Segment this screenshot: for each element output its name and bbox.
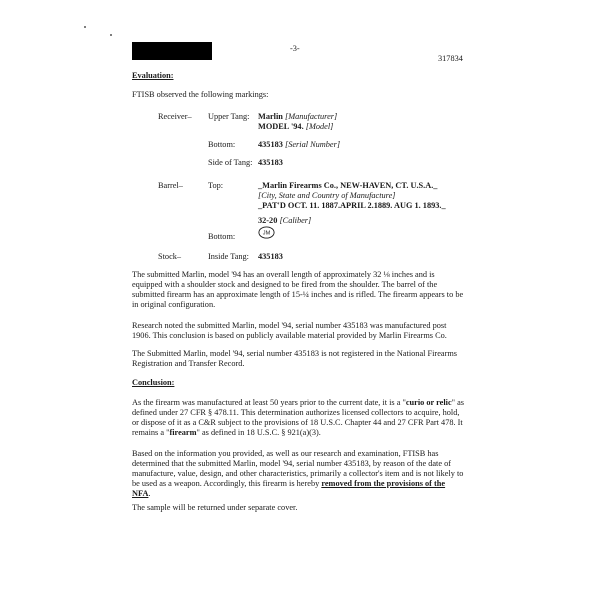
barrel-bottom-label: Bottom: bbox=[208, 232, 236, 241]
upper-tang-maker: Marlin bbox=[258, 112, 283, 121]
receiver-bottom-value bbox=[258, 140, 340, 150]
removed-from-nfa-emphasis: removed from the provisions of the NFA bbox=[132, 479, 446, 498]
stock-label: Stock– bbox=[158, 252, 182, 261]
conclusion-p1-part-b: " as defined under 27 CFR § 478.11. This determination authorizes licensed collectors to acquire, hold, or dispose of it as a C&R subject to the provisions of 18 U.S.C. Chapter 44 and 27 CFR Part 478. It remains a " bbox=[132, 398, 465, 437]
conclusion-heading-text: Conclusion: bbox=[132, 378, 175, 387]
evaluation-paragraph-2: Research noted the submitted Marlin, model '94, serial number 435183 was manufactured post 1906. This conclusion is based on publicly available material provided by Marlin Firearms Co. bbox=[132, 321, 447, 340]
barrel-top-label: Top: bbox=[208, 181, 224, 190]
page-number: -3- bbox=[290, 44, 300, 53]
barrel-maker-marking: _Marlin Firearms Co., NEW-HAVEN, CT. U.S.A._ bbox=[258, 181, 438, 190]
firearm-term: firearm bbox=[169, 428, 197, 437]
upper-tang-model: MODEL '94. bbox=[258, 122, 304, 131]
barrel-label: Barrel– bbox=[158, 181, 183, 190]
curio-or-relic-term: curio or relic bbox=[405, 398, 452, 407]
conclusion-paragraph-2 bbox=[132, 449, 464, 499]
barrel-top-line1 bbox=[258, 181, 437, 191]
side-of-tang-value bbox=[258, 158, 283, 168]
caliber-note: [Caliber] bbox=[279, 216, 312, 225]
jm-stamp-icon bbox=[258, 226, 275, 239]
receiver-serial: 435183 bbox=[258, 140, 283, 149]
conclusion-heading bbox=[132, 378, 174, 388]
receiver-serial-note: [Serial Number] bbox=[284, 140, 341, 149]
evaluation-paragraph-1: The submitted Marlin, model '94 has an overall length of approximately 32 ⅛ inches and is equipped with a shoulder stock and designed to be fired from the shoulder. The barrel of the submitted firearm has an approximate length of 15-¼ inches and is rifled. The firearm appears to be in original configuration. bbox=[132, 270, 464, 309]
conclusion-paragraph-1 bbox=[132, 398, 464, 438]
upper-tang-label: Upper Tang: bbox=[208, 112, 250, 121]
scan-speck bbox=[84, 26, 86, 28]
caliber-value: 32-20 bbox=[258, 216, 278, 225]
barrel-top-line3 bbox=[258, 201, 446, 211]
barrel-maker-note: [City, State and Country of Manufacture] bbox=[258, 191, 396, 200]
receiver-label: Receiver– bbox=[158, 112, 192, 121]
evaluation-heading bbox=[132, 71, 174, 81]
conclusion-paragraph-3: The sample will be returned under separate cover. bbox=[132, 503, 298, 512]
conclusion-p1-part-a: As the firearm was manufactured at least 50 years prior to the current date, it is a " bbox=[132, 398, 406, 407]
side-of-tang-label: Side of Tang: bbox=[208, 158, 253, 167]
receiver-bottom-label: Bottom: bbox=[208, 140, 236, 149]
inside-tang-label: Inside Tang: bbox=[208, 252, 249, 261]
scan-speck bbox=[110, 34, 112, 36]
barrel-top-line2 bbox=[258, 191, 396, 201]
evaluation-intro: FTISB observed the following markings: bbox=[132, 90, 269, 99]
upper-tang-line1 bbox=[258, 112, 337, 122]
conclusion-p2-part-b: . bbox=[148, 489, 151, 498]
upper-tang-line2 bbox=[258, 122, 333, 132]
evaluation-heading-text: Evaluation: bbox=[132, 71, 174, 80]
inside-tang-serial: 435183 bbox=[258, 252, 283, 261]
barrel-caliber bbox=[258, 216, 311, 226]
redaction-block bbox=[132, 42, 212, 60]
case-number: 317834 bbox=[438, 54, 463, 63]
upper-tang-maker-note: [Manufacturer] bbox=[284, 112, 338, 121]
side-of-tang-serial: 435183 bbox=[258, 158, 283, 167]
evaluation-paragraph-3: The Submitted Marlin, model '94, serial number 435183 is not registered in the National Firearms Registration and Transfer Record. bbox=[132, 349, 458, 368]
conclusion-p1-part-c: " as defined in 18 U.S.C. § 921(a)(3). bbox=[196, 428, 321, 437]
barrel-patent-marking: _PAT'D OCT. 11. 1887.APRIL 2.1889. AUG 1. 1893._ bbox=[258, 201, 446, 210]
inside-tang-value bbox=[258, 252, 283, 262]
upper-tang-model-note: [Model] bbox=[305, 122, 334, 131]
conclusion-p2-part-a: Based on the information you provided, as well as our research and examination, FTISB has determined that the submitted Marlin, model '94, serial number 435183, by reason of the date of manufacture, value, design, and other characteristics, primarily a collector's item and is not likely to be used as a weapon. Accordingly, this firearm is hereby bbox=[132, 449, 464, 488]
jm-stamp-text: JM bbox=[262, 230, 271, 237]
